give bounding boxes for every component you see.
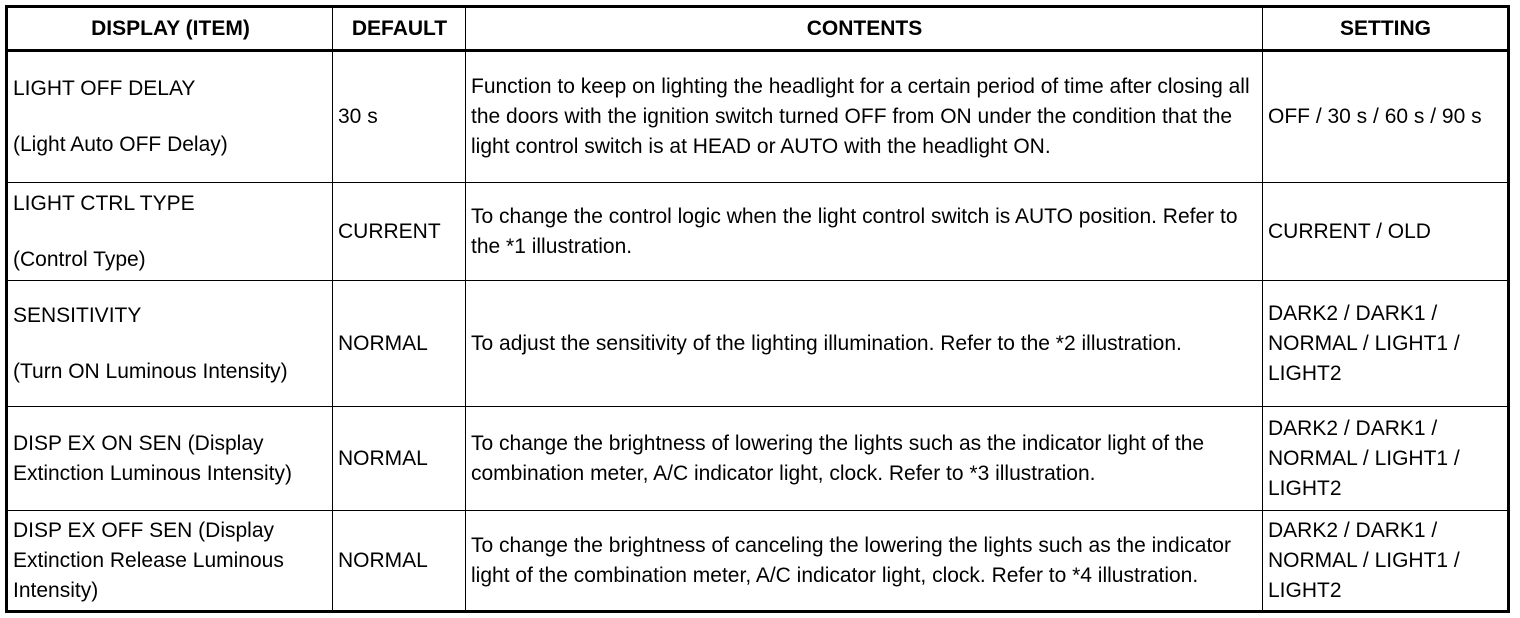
table-row [7,183,1509,281]
header-default: DEFAULT [333,7,466,51]
table-row [7,281,1509,407]
table-row [7,407,1509,511]
table-body [7,51,1509,612]
display-item-code: LIGHT CTRL TYPE [13,191,195,215]
default-cell: CURRENT [333,183,466,281]
header-row [7,7,1509,51]
contents-cell: To change the brightness of lowering the lights such as the indicator light of the combination meter, A/C indicator light, clock. Refer to *3 illustration. [466,407,1263,511]
contents-cell: To adjust the sensitivity of the lighting illumination. Refer to the *2 illustration. [466,281,1263,407]
setting-cell: DARK2 / DARK1 / NORMAL / LIGHT1 / LIGHT2 [1263,407,1509,511]
contents-cell: Function to keep on lighting the headlight for a certain period of time after closing all the doors with the ignition switch turned OFF from ON under the condition that the light control switch is at HEAD or AUTO with the headlight ON. [466,51,1263,183]
table-row [7,511,1509,612]
display-item-code: LIGHT OFF DELAY [13,77,196,100]
default-cell: NORMAL [333,281,466,407]
setting-cell: DARK2 / DARK1 / NORMAL / LIGHT1 / LIGHT2 [1263,281,1509,407]
default-cell: 30 s [333,51,466,183]
setting-cell: CURRENT / OLD [1263,183,1509,281]
default-cell: NORMAL [333,407,466,511]
table-row [7,51,1509,183]
display-item-description: (Light Auto OFF Delay) [13,133,228,156]
display-item-cell [7,281,333,407]
header-display-item: DISPLAY (ITEM) [7,7,333,51]
work-support-table [5,5,1510,613]
display-item-cell [7,51,333,183]
setting-cell: OFF / 30 s / 60 s / 90 s [1263,51,1509,183]
contents-cell: To change the brightness of canceling the lowering the lights such as the indicator light of the combination meter, A/C indicator light, clock. Refer to *4 illustration. [466,511,1263,612]
display-item-description: (Turn ON Luminous Intensity) [13,359,288,383]
display-item-cell [7,183,333,281]
display-item-description: (Control Type) [13,247,146,271]
header-contents: CONTENTS [466,7,1263,51]
display-item-cell: DISP EX OFF SEN (Display Extinction Release Luminous Intensity) [7,511,333,612]
display-item-cell: DISP EX ON SEN (Display Extinction Luminous Intensity) [7,407,333,511]
setting-cell: DARK2 / DARK1 / NORMAL / LIGHT1 / LIGHT2 [1263,511,1509,612]
table-header [7,7,1509,51]
header-setting: SETTING [1263,7,1509,51]
contents-cell: To change the control logic when the light control switch is AUTO position. Refer to the *1 illustration. [466,183,1263,281]
display-item-code: SENSITIVITY [13,303,142,327]
default-cell: NORMAL [333,511,466,612]
